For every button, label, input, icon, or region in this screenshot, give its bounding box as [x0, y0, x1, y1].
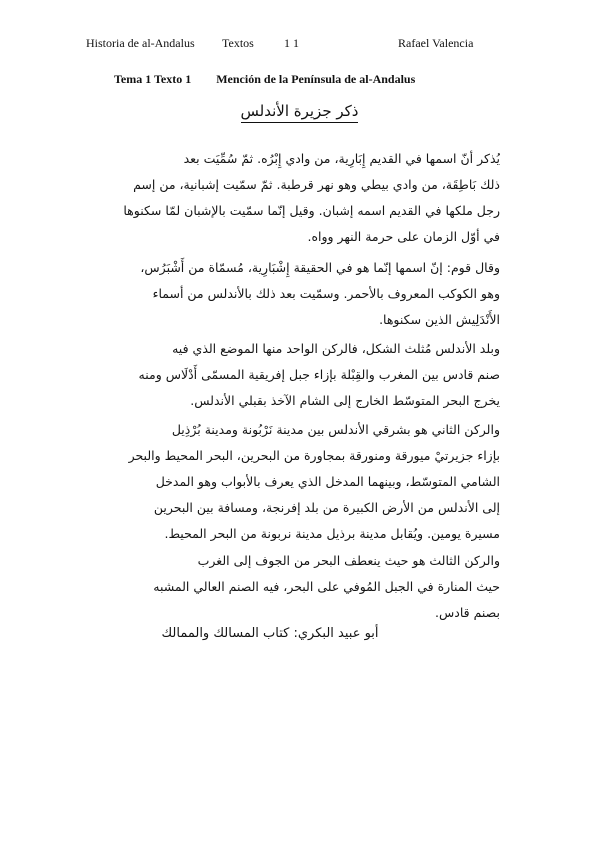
arabic-title-text: ذكر جزيرة الأندلس — [241, 102, 359, 123]
paragraph-line: وقال قوم: إنّ اسمها إنّما هو في الحقيقة إِشْبَارِية، مُسمّاة من أَشْبَرُس، — [140, 260, 500, 275]
paragraph-line: وهو الكوكب المعروف بالأحمر. وسمّيت بعد ذلك بالأندلس من أسماء — [152, 286, 500, 301]
header-page-number: 1 1 — [284, 36, 299, 50]
paragraph-line: في أوّل الزمان على حرمة النهر وواه. — [307, 229, 500, 244]
paragraph-line: مسيرة يومين. ويُقابل مدينة برذيل مدينة نربونة من البحر المحيط. — [164, 526, 500, 541]
paragraph-line: ذلك بَاطِقَة، من وادي بيطي وهو نهر قرطبة. ثمّ سمّيت إشبانية، من إسم — [133, 177, 500, 192]
source-citation: أبو عبيد البكري: كتاب المسالك والممالك — [161, 626, 379, 641]
paragraph-line: الشامي المتوسّط، وبينهما المدخل الذي يعرف بالأبواب وهو المدخل — [155, 474, 500, 489]
header-course-title: Historia de al-Andalus — [86, 36, 195, 50]
header-section: Textos — [222, 36, 254, 50]
paragraph-1 — [100, 146, 500, 250]
document-title — [114, 72, 415, 87]
document-title-text: Mención de la Península de al-Andalus — [216, 72, 416, 86]
paragraph-line: والركن الثاني هو بشرقي الأندلس بين مدينة نَرْبُونة ومدينة بُرْذِيل — [171, 422, 500, 437]
paragraph-line: بإزاء جزيرتيْ ميورقة ومنورقة بمجاورة من البحرين، البحر المحيط والبحر — [128, 448, 500, 463]
paragraph-line: صنم قادس بين المغرب والقِبْلة بإزاء جبل إفريقية المسمّى أَدْلَاس ومنه — [138, 367, 500, 382]
paragraph-line: والركن الثالث هو حيث ينعطف البحر من الجوف إلى الغرب — [197, 553, 500, 568]
paragraph-2 — [100, 255, 500, 333]
document-number: Tema 1 Texto 1 — [114, 72, 192, 86]
paragraph-5 — [100, 548, 500, 626]
paragraph-line: يُذكر أنّ اسمها في القديم إِبَارِية، من وادي إِبْرُه. ثمّ سُمِّيَت بعد — [183, 151, 500, 166]
paragraph-line: رجل ملكها في القديم اسمه إشبان. وقيل إنّما سمّيت بالإشبان لمّا سكنوها — [123, 203, 500, 218]
paragraph-4 — [100, 417, 500, 547]
paragraph-line: يخرج البحر المتوسّط الخارج إلى الشام الآخذ بقبلي الأندلس. — [190, 393, 500, 408]
paragraph-line: بصنم قادس. — [435, 605, 500, 620]
paragraph-line: وبلد الأندلس مُثلث الشكل، فالركن الواحد منها الموضع الذي فيه — [172, 341, 500, 356]
arabic-title — [0, 102, 599, 123]
paragraph-line: حيث المنارة في الجبل المُوفي على البحر، فيه الصنم العالي المشبه — [153, 579, 500, 594]
paragraph-line: الأَنْدَلِيش الذين سكنوها. — [379, 312, 500, 327]
paragraph-line: إلى الأندلس من الأرض الكبيرة من بلد إفرنجة، ومسافة بين البحرين — [153, 500, 500, 515]
header-author: Rafael Valencia — [398, 36, 474, 50]
paragraph-3 — [100, 336, 500, 414]
